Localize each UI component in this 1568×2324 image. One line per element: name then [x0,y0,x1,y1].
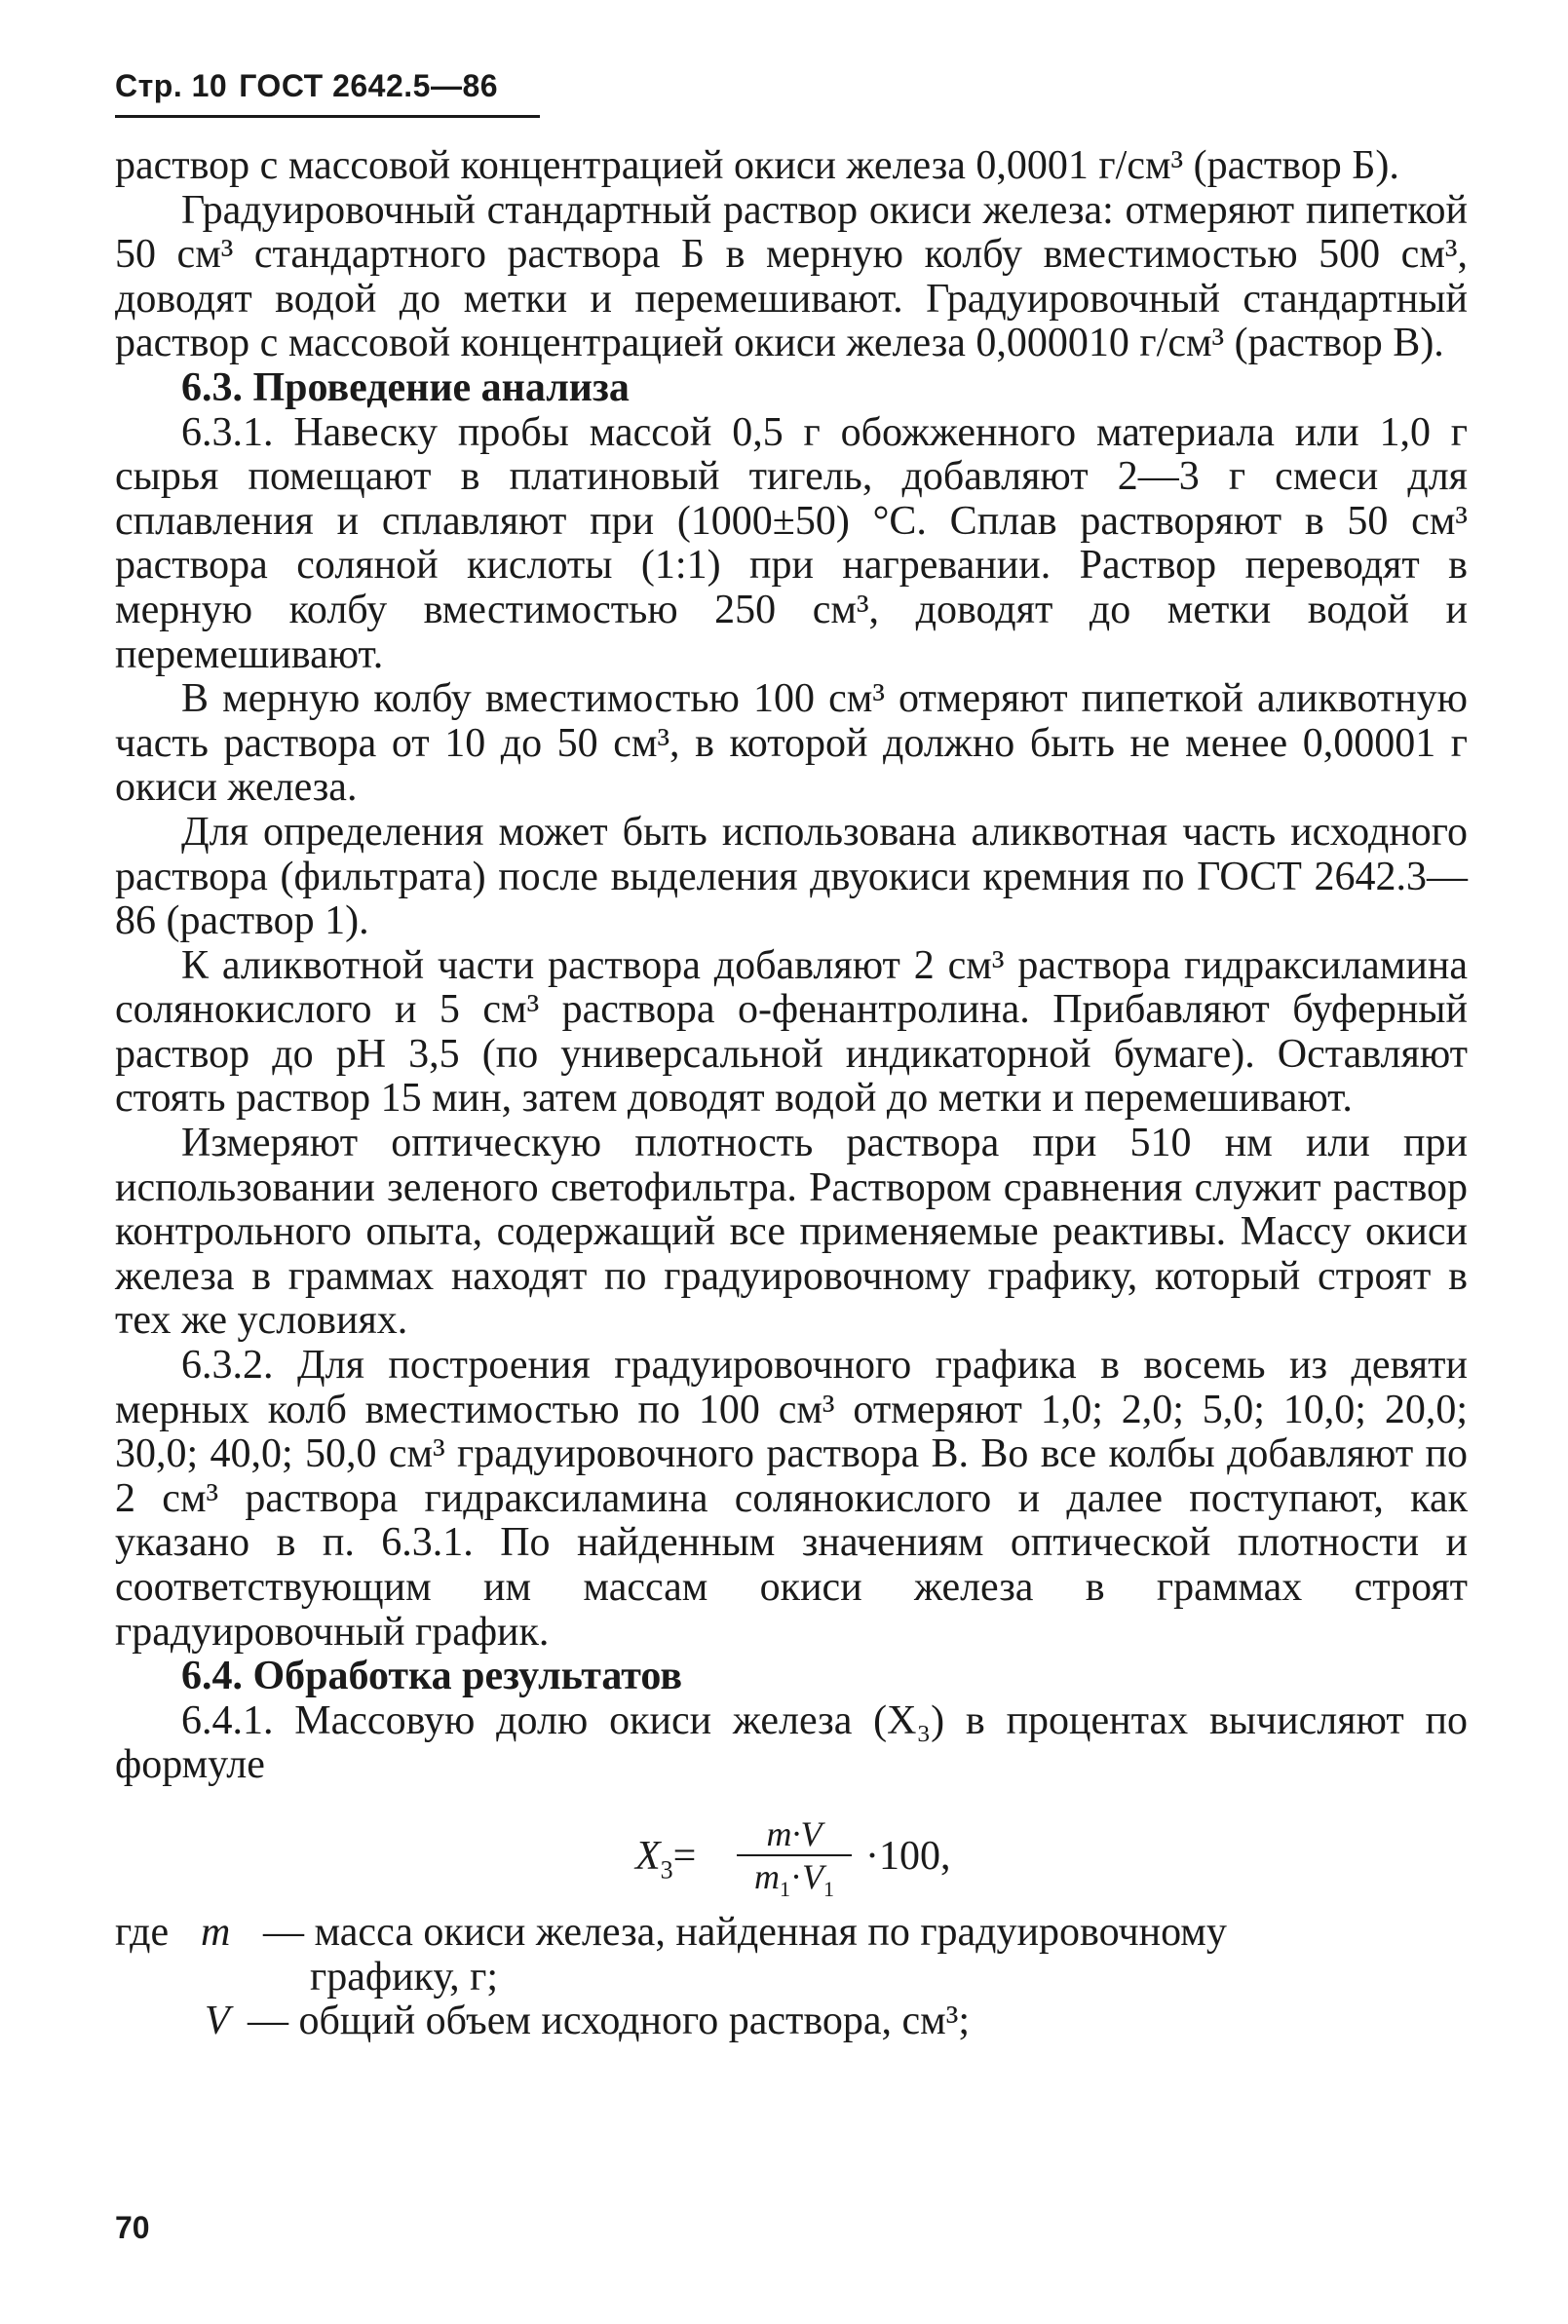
paragraph-measurement: Измеряют оптическую плотность раствора при 510 нм или при использовании зеленого светофильтра. Раствором сравнения служит раствор контрольного опыта, содержащий все применяемые реактивы. Массу окиси железа в граммах находят по градуировочному графику, который строят в тех же условиях. [115,1121,1468,1344]
paragraph-filtrate: Для определения может быть использована аликвотная часть исходного раствора (фильтрата) после выделения двуокиси кремния по ГОСТ 2642.3—86 (раствор 1). [115,809,1468,944]
paragraph-aliquot: В мерную колбу вместимостью 100 см³ отмеряют пипеткой аликвотную часть раствора от 10 до 50 см³, в которой должно быть не менее 0,00001 г окиси железа. [115,676,1468,811]
formula-x3 [115,1810,1468,1903]
page-header [115,68,498,104]
header-rule [115,115,540,118]
formula-denominator: $m_1\cdot V_1$ [754,1856,834,1902]
page-number: 70 [115,2210,150,2245]
page-label: Стр. 10 [115,68,228,103]
formula-rhs: ·100, [865,1833,951,1879]
definition-m-continued [115,1956,1468,2000]
paragraph-6-3-1: 6.3.1. Навеску пробы массой 0,5 г обожженного материала или 1,0 г сырья помещают в платиновый тигель, добавляют 2—3 г смеси для сплавления и сплавляют при (1000±50) °С. Сплав растворяют в 50 см³ раствора соляной кислоты (1:1) при нагревании. Раствор переводят в мерную колбу вместимостью 250 см³, доводят до метки водой и перемешивают. [115,409,1468,677]
definition-m-text-cont: графику, г; [310,1954,499,2000]
symbol-m: m [201,1909,231,1955]
standard-number: ГОСТ 2642.5—86 [239,68,499,103]
paragraph-6-3-2: 6.3.2. Для построения градуировочного графика в восемь из девяти мерных колб вместимостью по 100 см³ отмеряют 1,0; 2,0; 5,0; 10,0; 20,0; 30,0; 40,0; 50,0 см³ градуировочного раствора В. Во все колбы добавляют по 2 см³ раствора гидраксиламина солянокислого и далее поступают, как указано в п. 6.3.1. По найденным значениям оптической плотности и соответствующим им массам окиси железа в граммах строят градуировочный график. [115,1343,1468,1655]
definition-m-text: — масса окиси железа, найденная по градуировочному [263,1909,1227,1955]
where-label: где [115,1909,170,1955]
section-heading-6-4: 6.4. Обработка результатов [181,1654,683,1699]
formula-numerator: m·V [766,1813,822,1853]
formula-fraction [731,1813,858,1910]
body-text [115,144,1468,2044]
definition-v [115,2000,1468,2044]
symbol-v: V [205,1999,230,2044]
definition-m [115,1911,1468,1956]
paragraph-reagents: К аликвотной части раствора добавляют 2 см³ раствора гидраксиламина солянокислого и 5 см³ раствора о-фенантролина. Прибавляют буферный раствор до pH 3,5 (по универсальной индикаторной бумаге). Оставляют стоять раствор 15 мин, затем доводят водой до метки и перемешивают. [115,942,1468,1122]
definition-v-text: — общий объем исходного раствора, см³; [248,1999,971,2044]
formula-lhs: $X_3=$ [635,1833,697,1885]
paragraph-6-4-1: 6.4.1. Массовую долю окиси железа (X₃) в процентах вычисляют по формуле [115,1697,1468,1788]
section-heading-6-3: 6.3. Проведение анализа [181,364,630,410]
paragraph-solution-b: раствор с массовой концентрацией окиси железа 0,0001 г/см³ (раствор Б). [115,143,1399,188]
paragraph-calibration-solution: Градуировочный стандартный раствор окиси железа: отмеряют пипеткой 50 см³ стандартного раствора Б в мерную колбу вместимостью 500 см³, доводят водой до метки и перемешивают. Градуировочный стандартный раствор с массовой концентрацией окиси железа 0,000010 г/см³ (раствор В). [115,187,1468,366]
